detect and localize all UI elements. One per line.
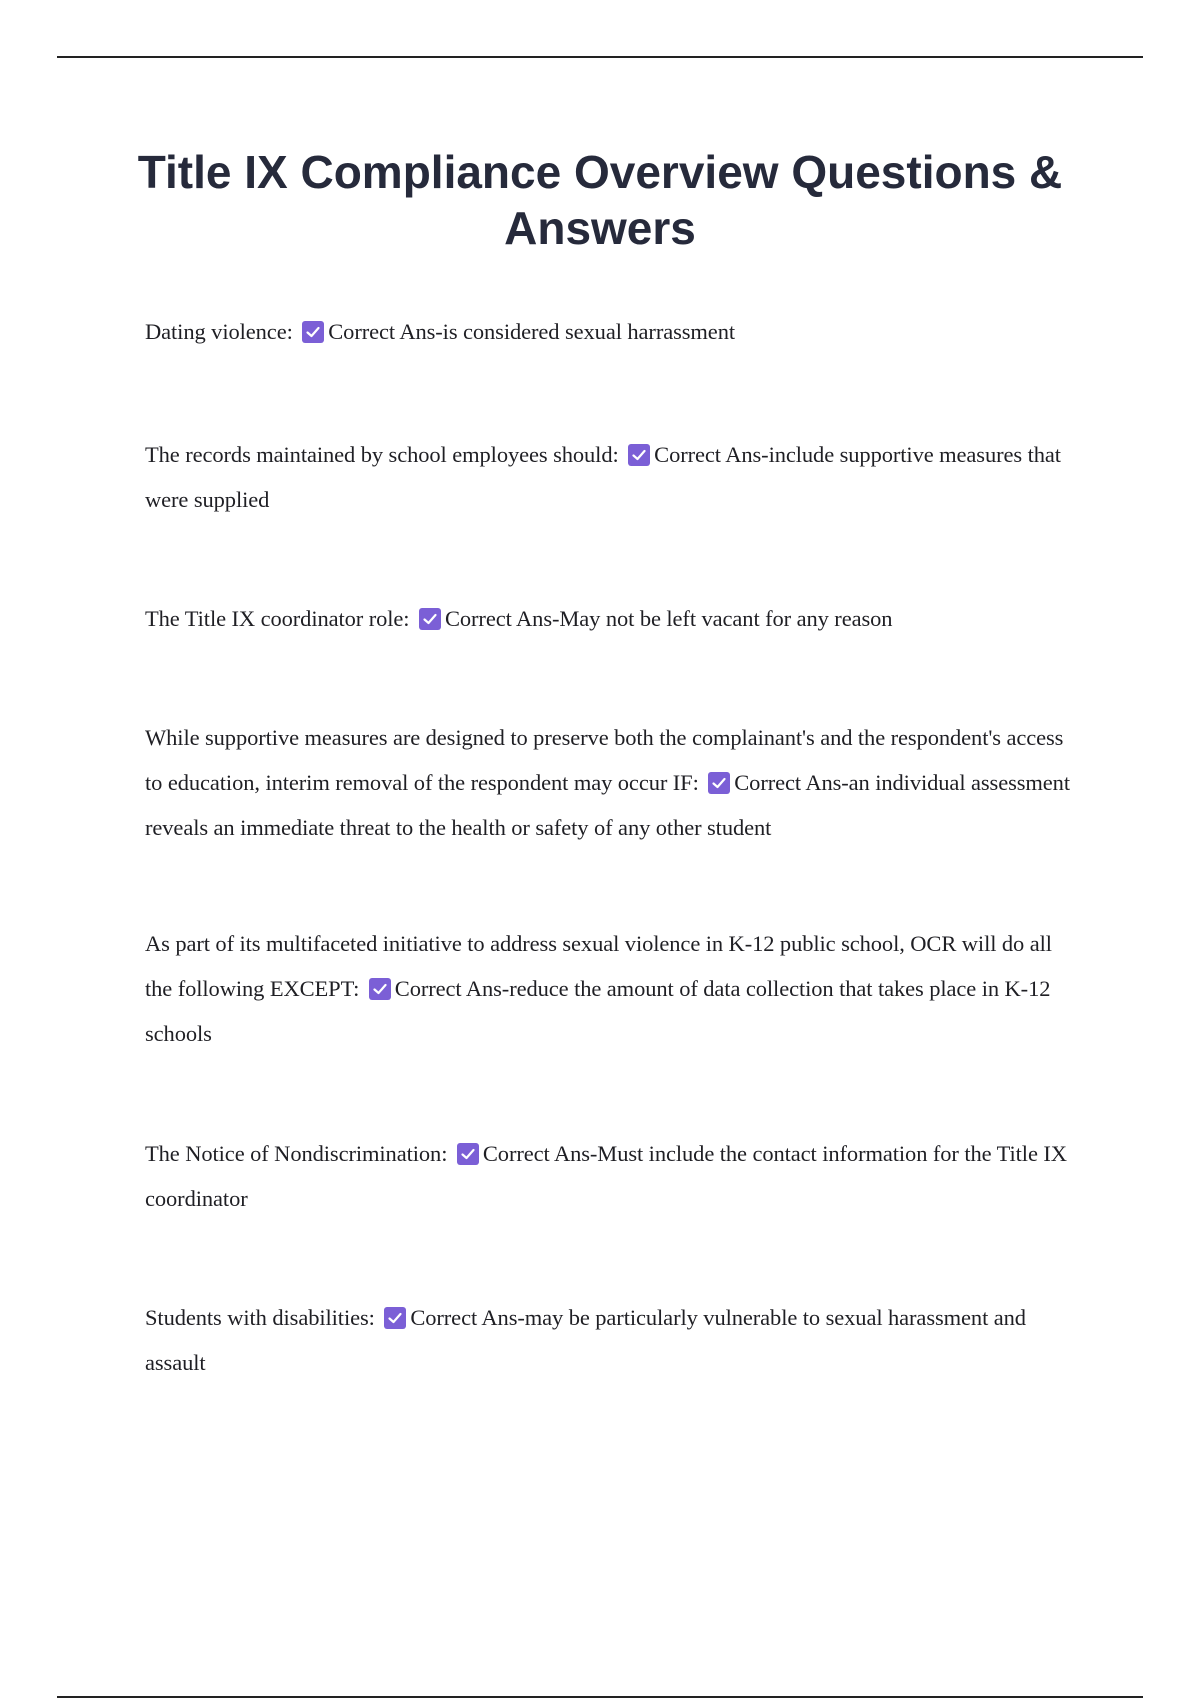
qa-item [145,1131,1080,1221]
checked-box-icon [384,1307,406,1329]
checked-box-icon [369,978,391,1000]
question-text: Students with disabilities: [145,1305,375,1330]
page-title: Title IX Compliance Overview Questions & Answers [137,146,1063,254]
question-text: As part of its multifaceted initiative to address sexual violence in K-12 public school, OCR will do all the following EXCEPT: [145,931,1052,1001]
answer-text: Correct Ans-reduce the amount of data collection that takes place in K-12 schools [145,976,1051,1046]
qa-item [145,1295,1080,1385]
qa-item [145,715,1080,850]
answer-text: Correct Ans-include supportive measures that were supplied [145,442,1061,512]
question-text: The Title IX coordinator role: [145,606,410,631]
question-text: While supportive measures are designed to preserve both the complainant's and the respondent's access to education, interim removal of the respondent may occur IF: [145,725,1064,795]
answer-text: Correct Ans-is considered sexual harrassment [328,319,735,344]
question-text: The Notice of Nondiscrimination: [145,1141,448,1166]
checked-box-icon [302,321,324,343]
bottom-rule [57,1696,1143,1698]
checked-box-icon [708,772,730,794]
answer-text: Correct Ans-an individual assessment reveals an immediate threat to the health or safety of any other student [145,770,1070,840]
answer-text: Correct Ans-Must include the contact information for the Title IX coordinator [145,1141,1067,1211]
question-text: The records maintained by school employees should: [145,442,619,467]
checked-box-icon [419,608,441,630]
qa-item [145,921,1080,1056]
qa-item [145,309,1080,354]
checked-box-icon [457,1143,479,1165]
question-text: Dating violence: [145,319,293,344]
answer-text: Correct Ans-may be particularly vulnerable to sexual harassment and assault [145,1305,1026,1375]
checked-box-icon [628,444,650,466]
qa-item [145,432,1080,522]
qa-item [145,596,1080,641]
answer-text: Correct Ans-May not be left vacant for any reason [444,606,893,631]
